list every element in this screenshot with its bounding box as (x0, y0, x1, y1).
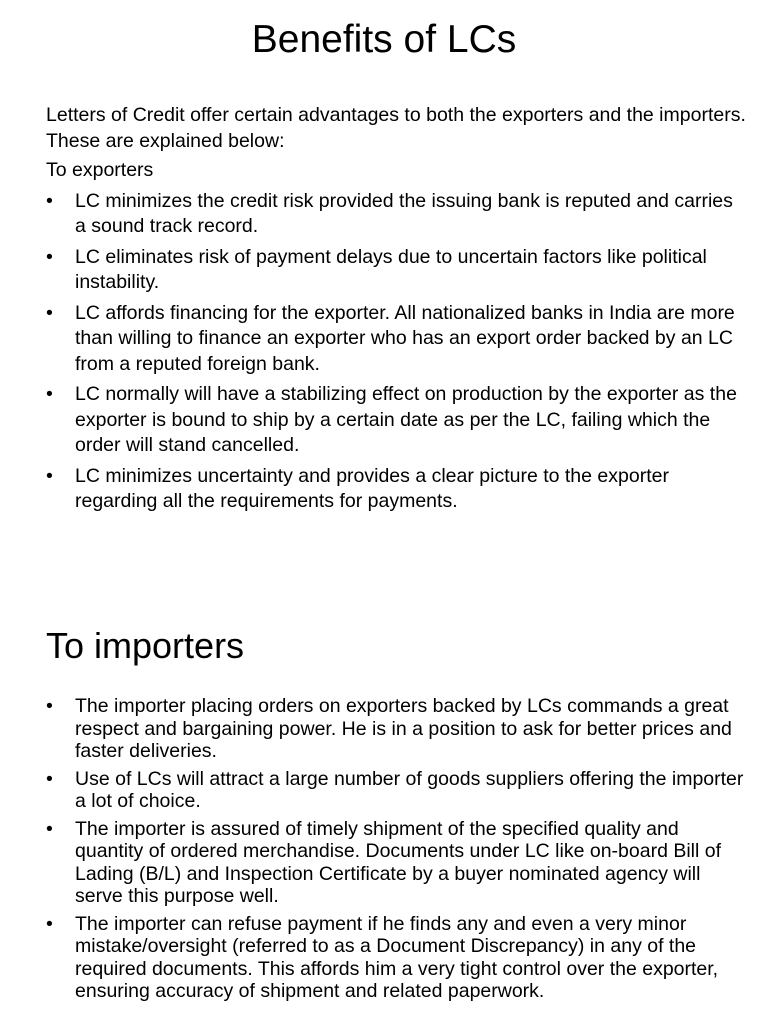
list-item (46, 695, 746, 763)
list-item-text: LC normally will have a stabilizing effect on production by the exporter as the exporter is bound to ship by a certain date as per the LC, failing which the order will stand cancelled. (75, 383, 737, 456)
bullet-icon: • (46, 912, 53, 935)
importers-heading: To importers (46, 625, 245, 666)
bullet-icon: • (46, 245, 53, 268)
list-item (46, 464, 746, 515)
bullet-icon: • (46, 767, 53, 790)
bullet-icon: • (46, 817, 53, 840)
list-item (46, 301, 746, 378)
list-item-text: The importer is assured of timely shipment of the specified quality and quantity of ordered merchandise. Documents under LC like on-board Bill of Lading (B/L) and Inspection Certificate by a buyer nominated agency will serve this purpose well. (75, 817, 722, 907)
bullet-icon: • (46, 695, 53, 717)
intro-paragraph: Letters of Credit offer certain advantages to both the exporters and the importers. These are explained below: (46, 104, 746, 152)
list-item-text: LC minimizes uncertainty and provides a clear picture to the exporter regarding all the requirements for payments. (75, 464, 669, 512)
exporters-section (46, 103, 746, 515)
importers-section (46, 695, 746, 1003)
list-item-text: LC minimizes the credit risk provided the issuing bank is reputed and carries a sound track record. (75, 189, 733, 237)
list-item-text: LC eliminates risk of payment delays due to uncertain factors like political instability. (75, 245, 707, 293)
page-title: Benefits of LCs (251, 18, 517, 61)
list-item-text: The importer placing orders on exporters backed by LCs commands a great respect and bargaining power. He is in a position to ask for better prices and faster deliveries. (75, 695, 732, 762)
importer-points-list (46, 695, 746, 1003)
bullet-icon: • (46, 464, 53, 487)
list-item-text: The importer can refuse payment if he finds any and even a very minor mistake/oversight (referred to as a Document Discrepancy) in any of the required documents. This affords him a very tight control over the exporter, ensuring accuracy of shipment and related paperwork. (75, 912, 719, 1002)
list-item (46, 245, 746, 296)
list-item (46, 913, 746, 1003)
bullet-icon: • (46, 383, 53, 405)
list-item (46, 382, 746, 459)
list-item (46, 189, 746, 240)
bullet-icon: • (46, 189, 53, 212)
list-item (46, 768, 746, 813)
list-item-text: LC affords financing for the exporter. All nationalized banks in India are more than willing to finance an exporter who has an export order backed by an LC from a reputed foreign bank. (75, 301, 735, 375)
bullet-icon: • (46, 301, 53, 324)
list-item (46, 818, 746, 908)
list-item-text: Use of LCs will attract a large number of goods suppliers offering the importer a lot of choice. (75, 767, 744, 812)
exporters-label: To exporters (46, 159, 154, 181)
exporter-points-list (46, 189, 746, 515)
